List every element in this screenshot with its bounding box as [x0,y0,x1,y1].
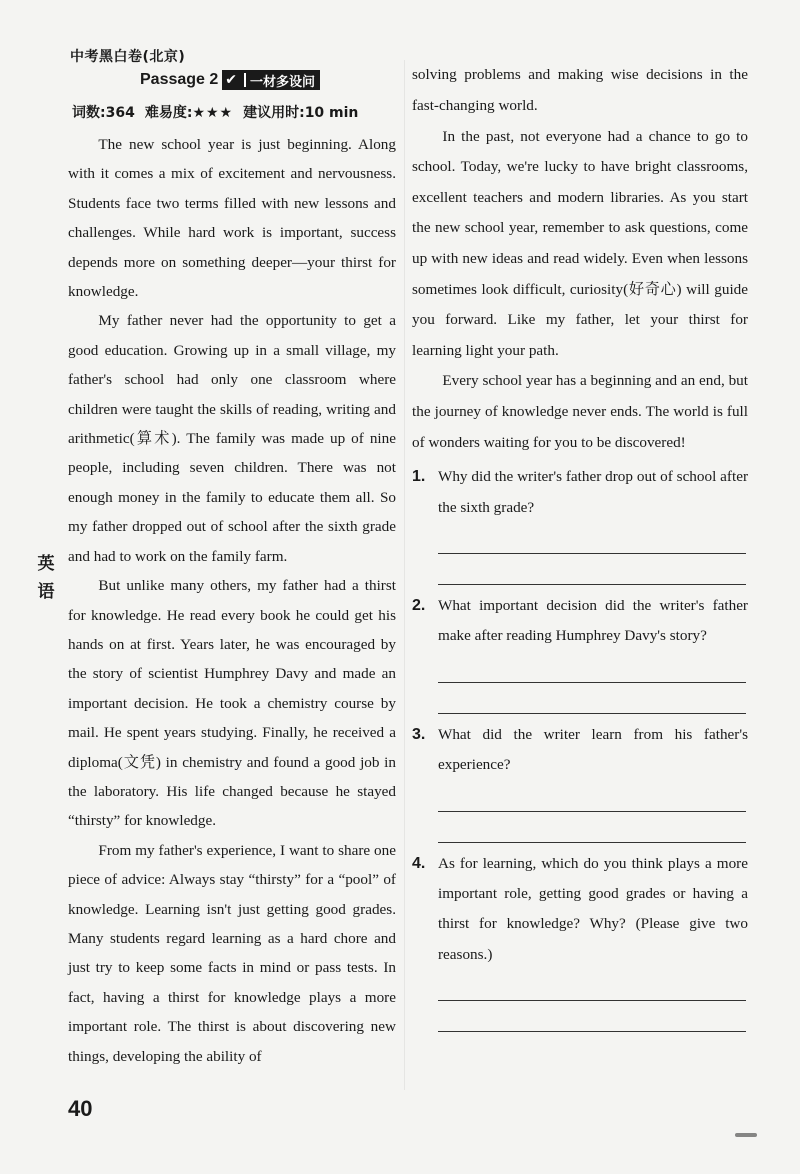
page-number: 40 [68,1096,93,1121]
passage-heading [140,70,320,90]
word-count: 词数:364 [72,105,135,121]
answer-line[interactable] [438,652,746,683]
check-icon: ✔ [225,72,238,88]
difficulty-label: 难易度: [144,105,193,121]
question-number: 3. [412,725,426,743]
badge-text: 一材多设问 [250,74,316,90]
column-gutter [404,60,405,1090]
question-3 [412,720,748,781]
paragraph: But unlike many others, my father had a thirst for knowledge. He read every book he could get his hands on at first. Years later, he was encouraged by the story of scientist Humphrey Davy and made an important decision. He took a chemistry course by mail. He spent years studying. Finally, he received a diploma(文凭) in chemistry and found a good job in the laboratory. His life changed because he stayed “thirsty” for knowledge. [68,577,396,830]
suggested-time: 建议用时:10 min [243,105,359,121]
answer-line[interactable] [438,683,746,714]
answer-line[interactable] [438,1001,746,1032]
question-number: 2. [412,597,426,615]
paragraph: From my father's experience, I want to share one piece of advice: Always stay “thirsty” for a “pool” of knowledge. Learning isn't just getting good grades. Many students regard learning as a hard chore and just try to keep some facts in mind or pass tests. In fact, having a thirst for knowledge plays a more important role. The thirst is about discovering new things, developing the ability of [68,841,396,1065]
answer-line[interactable] [438,781,746,812]
passage-title: Passage 2 [140,71,219,88]
question-number: 1. [412,468,426,486]
passage-badge [222,70,320,90]
answer-line[interactable] [438,554,746,585]
question-number: 4. [412,854,426,872]
badge-separator [244,73,246,87]
answer-line[interactable] [438,970,746,1001]
subject-side-label: 英语 [37,554,55,602]
passage-left-column [68,130,396,1071]
question-2 [412,591,748,652]
passage-right-column [412,60,748,1032]
difficulty [145,102,233,122]
page-corner-mark [735,1133,757,1137]
paragraph: The new school year is just beginning. Along with it comes a mix of excitement and nervousness. Students face two terms filled with new lessons and challenges. While hard work is important, success depends more on something deeper—your thirst for knowledge. [68,136,396,301]
paragraph: Every school year has a beginning and an end, but the journey of knowledge never ends. The world is full of wonders waiting for you to be discovered! [412,372,748,451]
book-title: 中考黑白卷(北京) [70,49,186,65]
question-text: As for learning, which do you think plays a more important role, getting good grades or having a thirst for knowledge? Why? (Please give two reasons.) [438,854,748,963]
paragraph: In the past, not everyone had a chance to go to school. Today, we're lucky to have bright classrooms, excellent teachers and modern libraries. As you start the new school year, remember to ask questions, come up with new ideas and read widely. Even when lessons sometimes look difficult, curiosity(好奇心) will guide you forward. Like my father, let your thirst for learning light your path. [412,127,748,359]
answer-line[interactable] [438,523,746,554]
question-text: What did the writer learn from his father's experience? [438,725,748,774]
question-4 [412,849,748,971]
difficulty-stars: ★★★ [192,105,234,121]
paragraph: My father never had the opportunity to get a good education. Growing up in a small village, my father's school had only one classroom where children were taught the skills of reading, writing and arithmetic(算术). The family was made up of nine people, including seven children. There was not enough money in the family to educate them all. So my father dropped out of school after the sixth grade and had to work on the family farm. [68,312,396,565]
paragraph: solving problems and making wise decisions in the fast-changing world. [412,66,748,114]
question-text: What important decision did the writer's father make after reading Humphrey Davy's story? [438,597,748,645]
question-text: Why did the writer's father drop out of school after the sixth grade? [438,468,748,516]
answer-line[interactable] [438,812,746,843]
question-1 [412,462,748,523]
passage-meta [72,102,358,122]
